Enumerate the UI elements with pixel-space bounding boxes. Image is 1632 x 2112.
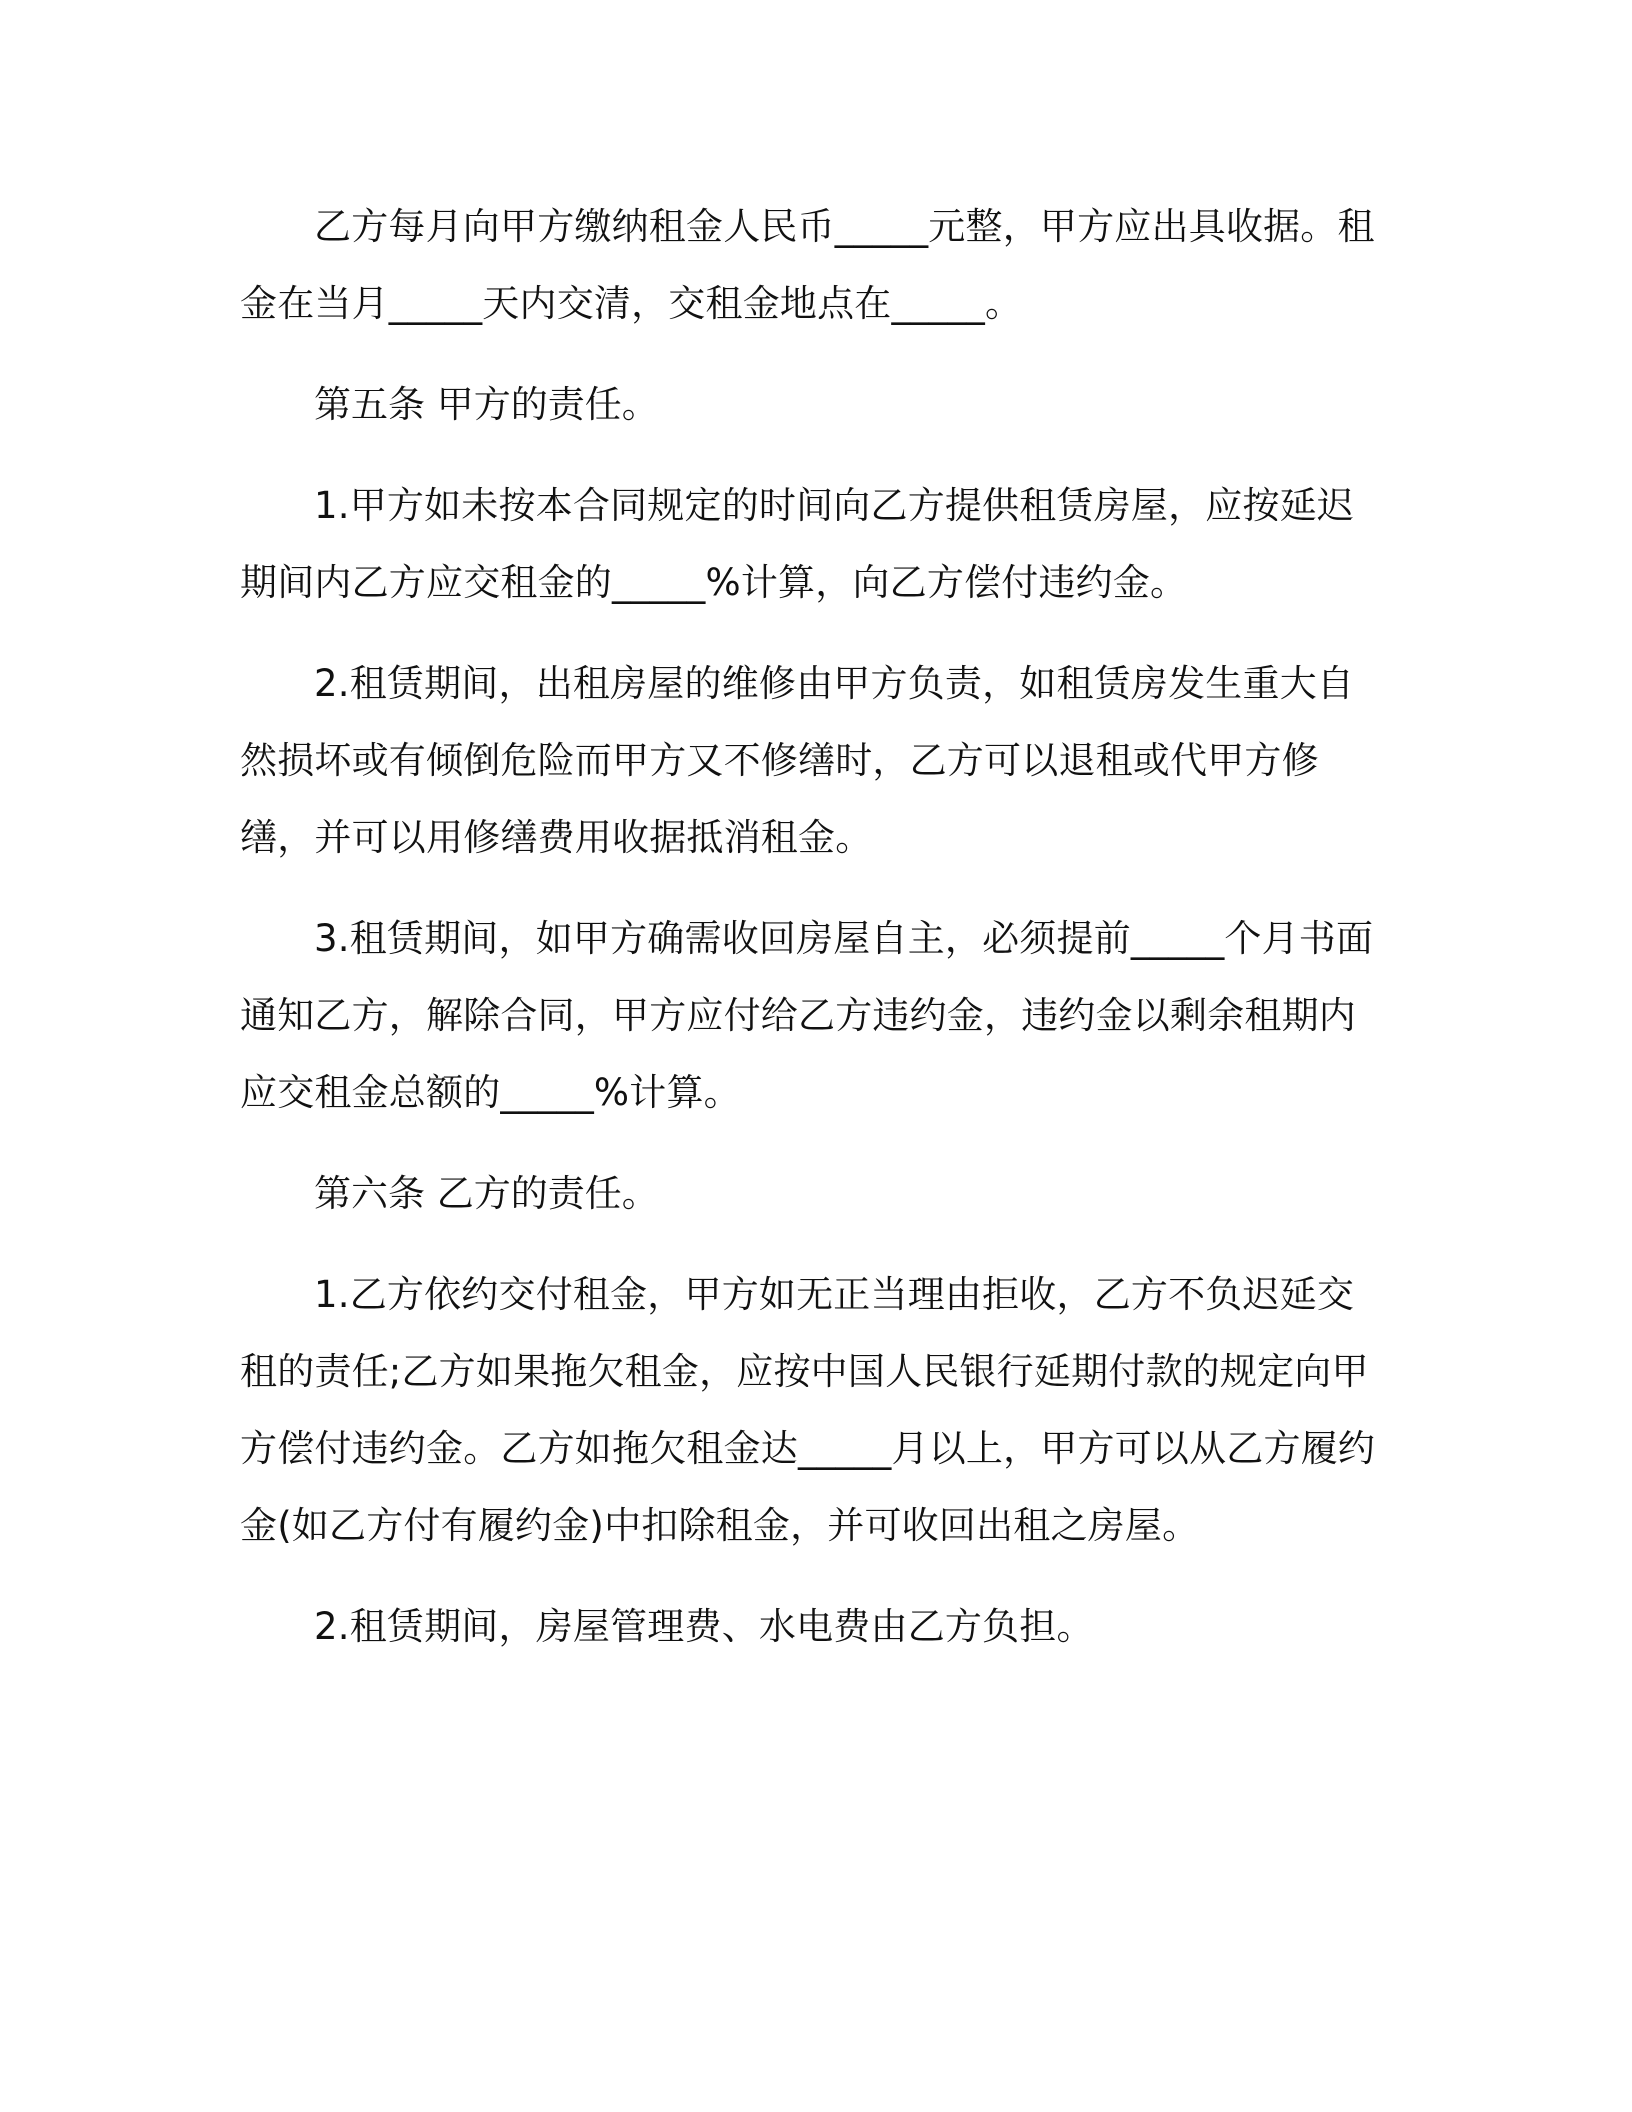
paragraph-article-6-item-1: 1.乙方依约交付租金，甲方如无正当理由拒收，乙方不负迟延交租的责任;乙方如果拖欠租金，应按中国人民银行延期付款的规定向甲方偿付违约金。乙方如拖欠租金达_____月以上，甲方可以从乙方履约金(如乙方付有履约金)中扣除租金，并可收回出租之房屋。 [240,1273,1376,1547]
section-heading-article-5: 第五条 甲方的责任。 [314,383,659,426]
paragraph-article-5-item-3: 3.租赁期间，如甲方确需收回房屋自主，必须提前_____个月书面通知乙方，解除合同，甲方应付给乙方违约金，违约金以剩余租期内应交租金总额的_____%计算。 [240,917,1374,1114]
paragraph-article-6-item-2: 2.租赁期间，房屋管理费、水电费由乙方负担。 [314,1605,1094,1648]
section-heading-article-6: 第六条 乙方的责任。 [314,1172,659,1215]
paragraph-article-5-item-1: 1.甲方如未按本合同规定的时间向乙方提供租赁房屋，应按延迟期间内乙方应交租金的_____%计算，向乙方偿付违约金。 [240,484,1355,604]
paragraph-rent-payment: 乙方每月向甲方缴纳租金人民币_____元整，甲方应出具收据。租金在当月_____天内交清，交租金地点在_____。 [240,205,1375,325]
paragraph-article-5-item-2: 2.租赁期间，出租房屋的维修由甲方负责，如租赁房发生重大自然损坏或有倾倒危险而甲方又不修缮时，乙方可以退租或代甲方修缮，并可以用修缮费用收据抵消租金。 [240,662,1355,859]
document-body [240,188,1390,1689]
